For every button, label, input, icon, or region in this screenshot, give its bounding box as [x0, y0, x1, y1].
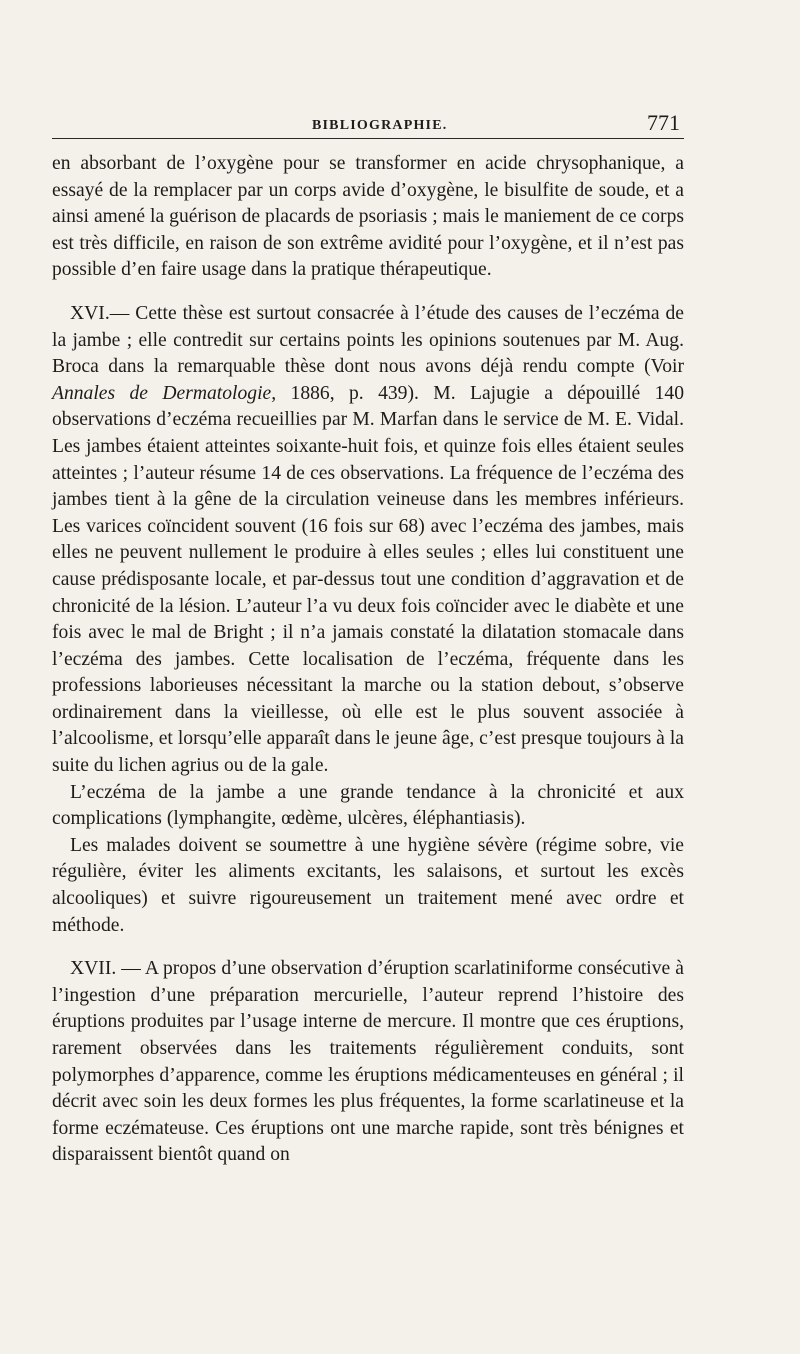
body-text [52, 151, 684, 1169]
journal-title: Annales de Dermatologie, [52, 382, 277, 404]
running-title: BIBLIOGRAPHIE. [312, 118, 448, 133]
paragraph-continuation: en absorbant de l’oxygène pour se transformer en acide chrysophanique, a essayé de la remplacer par un corps avide d’oxygène, le bisulfite de soude, et a ainsi amené la guérison de placards de psoriasis ; mais le maniement de ce corps est très difficile, en raison de son extrême avidité pour l’oxygène, et il n’est pas possible d’en faire usage dans la pratique thérapeutique. [52, 153, 684, 281]
paragraph-hygiene: Les malades doivent se soumettre à une hygiène sévère (régime sobre, vie régulière, éviter les aliments excitants, les salaisons, et surtout les excès alcooliques) et suivre rigoureusement un traitement mené avec ordre et méthode. [52, 834, 684, 936]
paragraph-xvii: XVII. — A propos d’une observation d’éruption scarlatiniforme consécutive à l’ingestion d’une préparation mercurielle, l’auteur reprend l’histoire des éruptions produites par l’usage interne de mercure. Il montre que ces éruptions, rarement observées dans les traitements régulièrement conduits, sont polymorphes d’apparence, comme les éruptions médicamenteuses en général ; il décrit avec soin les deux formes les plus fréquentes, la forme scarlatineuse et la forme eczémateuse. Ces éruptions ont une marche rapide, sont très bénignes et disparaissent bientôt quand on [52, 958, 684, 1166]
book-page [52, 108, 684, 1169]
paragraph-xvi-text-b: 1886, p. 439). M. Lajugie a dépouillé 140 observations d’eczéma recueillies par M. Marfan dans le service de M. E. Vidal. Les jambes étaient atteintes soixante-huit fois, et quinze fois elles étaient seules atteintes ; l’auteur résume 14 de ces observations. La fréquence de l’eczéma des jambes tient à la gêne de la circulation veineuse dans les membres inférieurs. Les varices coïncident souvent (16 fois sur 68) avec l’eczéma des jambes, mais elles ne peuvent nullement le produire à elles seules ; elles lui constituent une cause prédisposante locale, et par-dessus tout une condition d’aggravation et de chronicité de la lésion. L’auteur l’a vu deux fois coïncider avec le diabète et une fois avec le mal de Bright ; il n’a jamais constaté la dilatation stomacale dans l’eczéma des jambes. Cette localisation de l’eczéma, fréquente dans les professions laborieuses nécessitant la marche ou la station debout, s’observe ordinairement dans la vieillesse, où elle est le plus souvent associée à l’alcoolisme, et lorsqu’elle apparaît dans le jeune âge, c’est presque toujours à la suite du lichen agrius ou de la gale. [52, 382, 684, 777]
paragraph-xvi-text-a: XVI.— Cette thèse est surtout consacrée à l’étude des causes de l’eczéma de la jambe ; elle contredit sur certains points les opinions soutenues par M. Aug. Broca dans la remarquable thèse dont nous avons déjà rendu compte (Voir [52, 302, 684, 378]
running-head [52, 108, 684, 139]
paragraph-complications: L’eczéma de la jambe a une grande tendance à la chronicité et aux complications (lymphangite, œdème, ulcères, éléphantiasis). [52, 781, 684, 830]
page-number: 771 [647, 110, 680, 135]
paragraph-xvi [52, 301, 684, 780]
